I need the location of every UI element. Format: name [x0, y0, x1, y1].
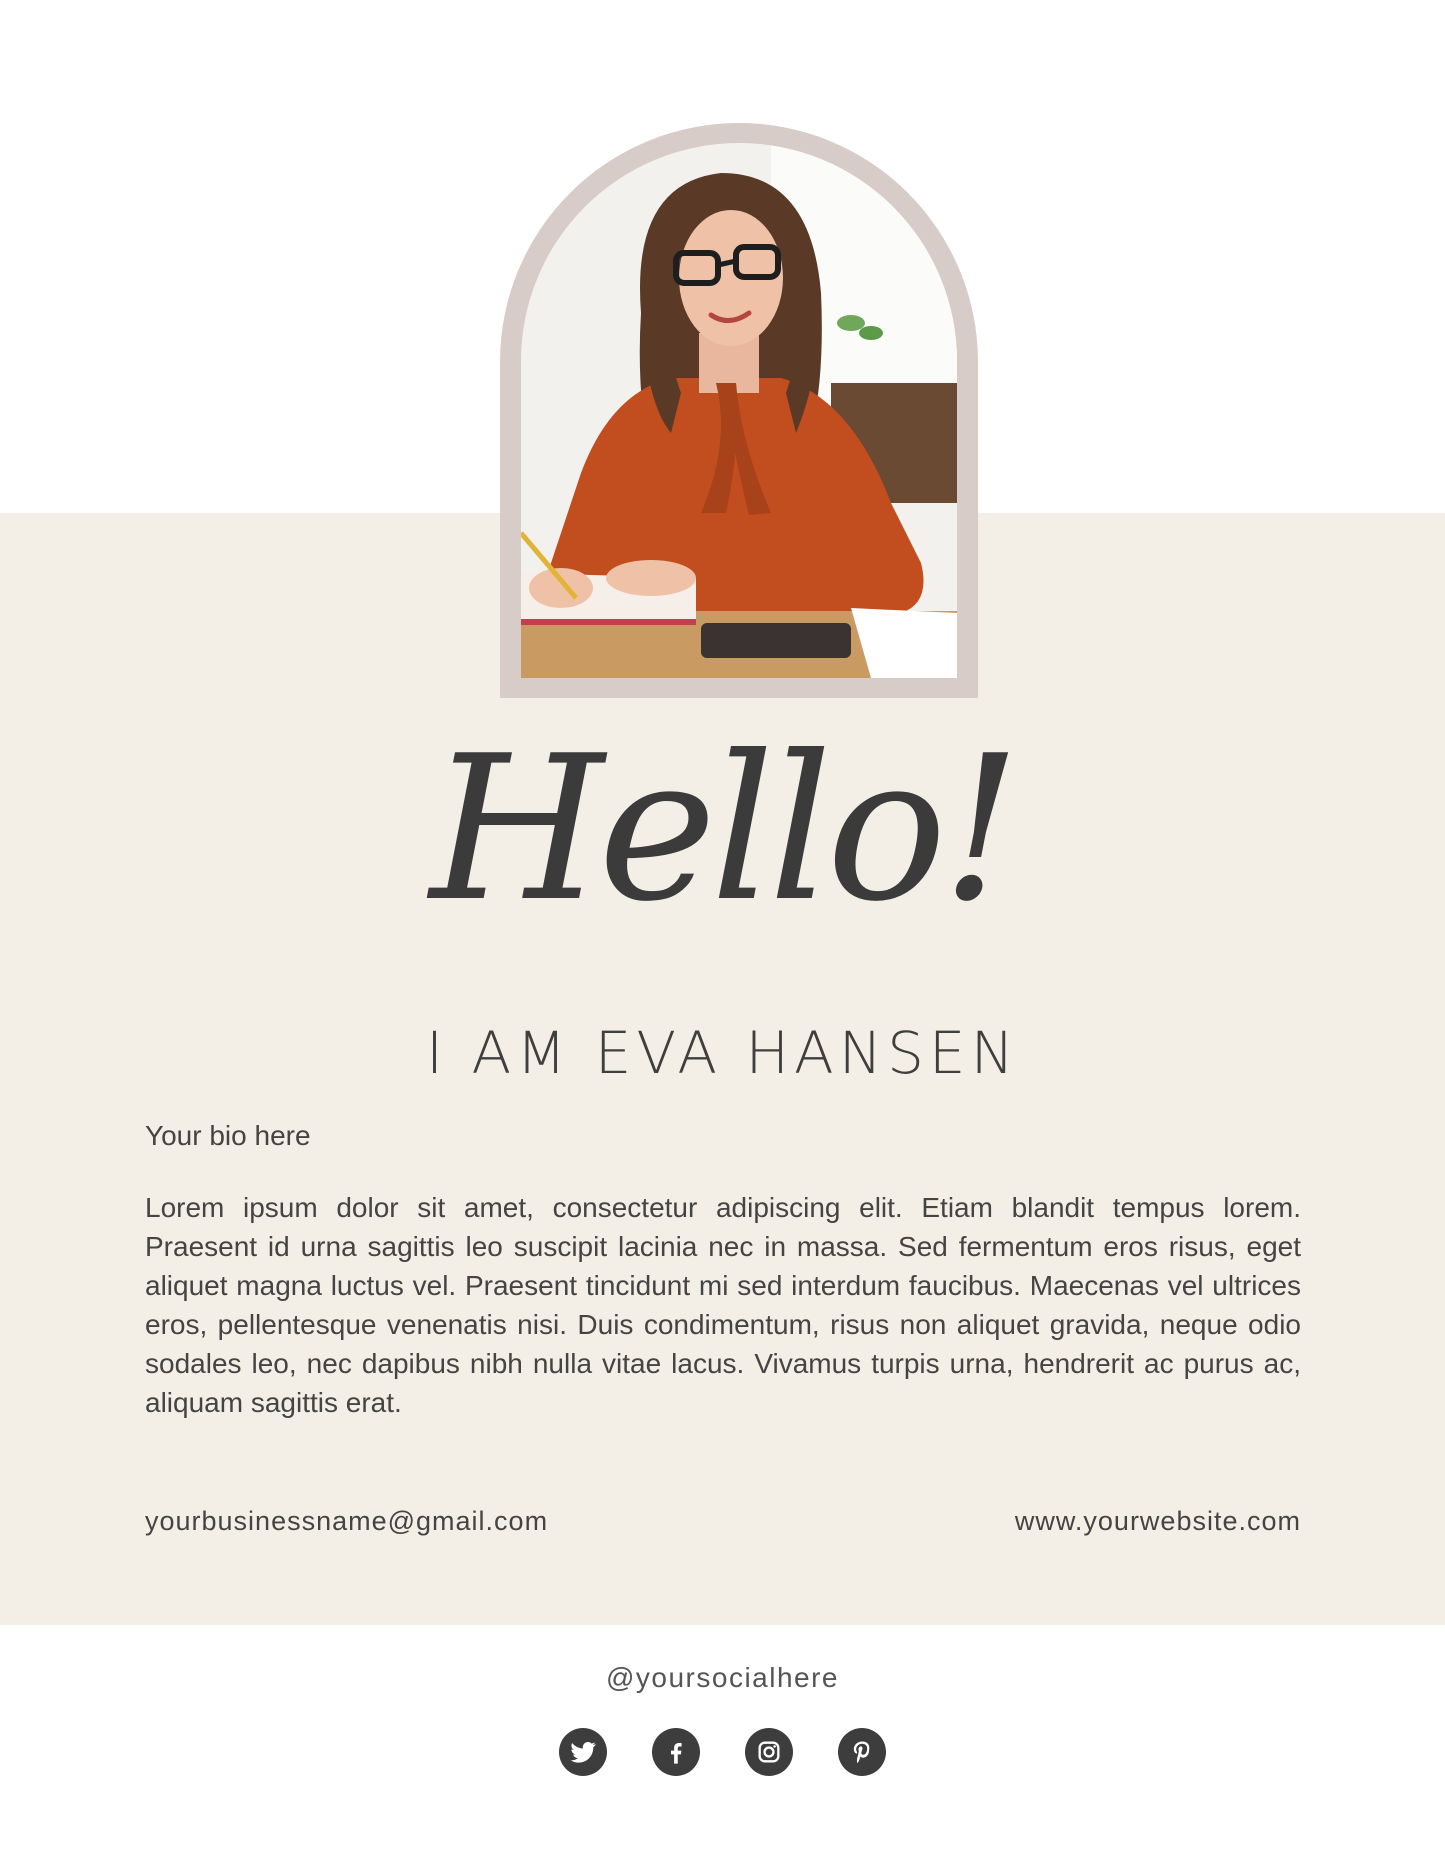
profile-photo — [521, 143, 957, 678]
greeting-heading: Hello! — [429, 713, 1016, 946]
bio-text: Lorem ipsum dolor sit amet, consectetur adipiscing elit. Etiam blandit tempus lorem. Praesent id urna sagittis leo suscipit lacinia nec in massa. Sed fermentum eros risus, eget aliquet magna luctus vel. Praesent tincidunt mi sed interdum faucibus. Maecenas vel ultrices eros, pellentesque venenatis nisi. Duis condimentum, risus non aliquet gravida, neque odio sodales leo, nec dapibus nibh nulla vitae lacus. Vivamus turpis urna, hendrerit ac purus ac, aliquam sagittis erat. — [145, 1192, 1301, 1418]
social-icon-row — [0, 1728, 1445, 1776]
facebook-icon[interactable] — [652, 1728, 700, 1776]
website-link[interactable]: www.yourwebsite.com — [1014, 1506, 1301, 1536]
page-title: I AM EVA HANSEN — [426, 1019, 1019, 1087]
pinterest-icon[interactable] — [838, 1728, 886, 1776]
instagram-icon[interactable] — [745, 1728, 793, 1776]
bio-heading: Your bio here — [145, 1120, 311, 1151]
social-handle[interactable]: @yoursocialhere — [605, 1662, 840, 1693]
twitter-icon[interactable] — [559, 1728, 607, 1776]
email-link[interactable]: yourbusinessname@gmail.com — [145, 1506, 549, 1536]
